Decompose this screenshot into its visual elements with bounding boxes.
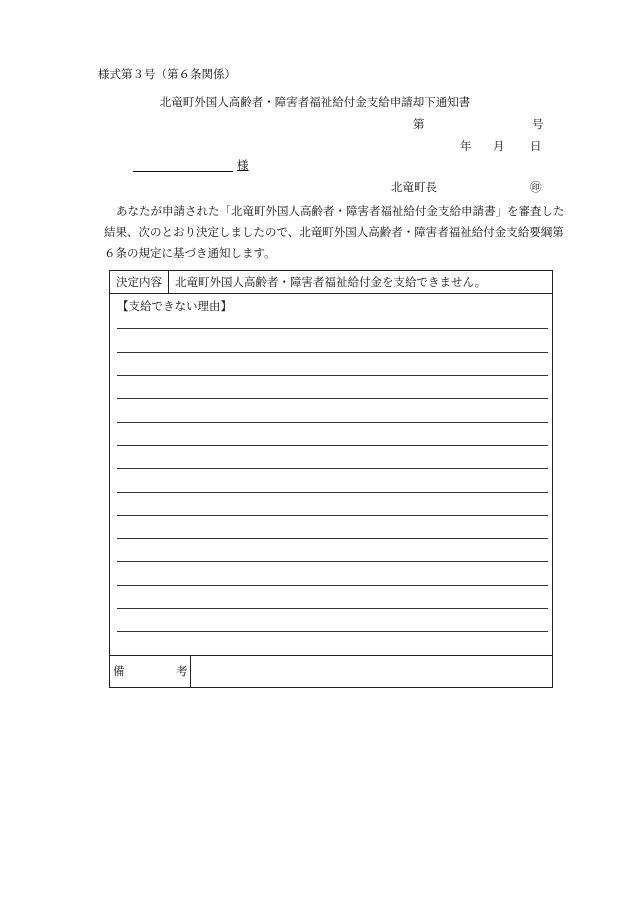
notes-label-char-2: 考 — [176, 664, 188, 678]
reason-line — [117, 561, 548, 562]
reason-line — [117, 468, 548, 469]
reason-line — [117, 492, 548, 493]
addressee-blank-line — [133, 171, 233, 172]
form-number: 様式第３号（第６条関係） — [98, 67, 236, 81]
reason-line — [117, 375, 548, 376]
seal-mark: ㊞ — [530, 180, 542, 194]
reason-line — [117, 631, 548, 632]
decision-row — [110, 271, 552, 294]
reason-line — [117, 445, 548, 446]
reason-line — [117, 515, 548, 516]
date-month-label: 月 — [493, 139, 505, 153]
decision-table — [109, 270, 553, 688]
doc-number-prefix: 第 — [413, 117, 425, 131]
reason-line — [117, 352, 548, 353]
doc-number-suffix: 号 — [532, 117, 544, 131]
reason-line — [117, 538, 548, 539]
document-title: 北竜町外国人高齢者・障害者福祉給付金支給申請却下通知書 — [159, 95, 471, 109]
notice-body — [104, 201, 574, 264]
reason-line — [117, 608, 548, 609]
reason-line — [117, 328, 548, 329]
decision-value: 北竜町外国人高齢者・障害者福祉給付金を支給できません。 — [175, 275, 487, 289]
date-year-label: 年 — [460, 139, 472, 153]
date-day-label: 日 — [530, 139, 542, 153]
issuer-name: 北竜町長 — [391, 180, 437, 194]
reason-label: 【支給できない理由】 — [117, 299, 232, 313]
reason-line — [117, 585, 548, 586]
addressee-honorific: 様 — [237, 158, 249, 172]
notice-body-text: あなたが申請された「北竜町外国人高齢者・障害者福祉給付金支給申請書」を審査した結果、次のとおり決定しましたので、北竜町外国人高齢者・障害者福祉給付金支給要綱第６条の規定に基づき通知します。 — [104, 204, 565, 260]
notes-label — [110, 656, 191, 688]
notes-row — [110, 655, 552, 687]
reason-line — [117, 422, 548, 423]
reason-line — [117, 398, 548, 399]
decision-label: 決定内容 — [110, 271, 169, 293]
notes-value — [192, 656, 552, 687]
notes-label-char-1: 備 — [113, 664, 125, 678]
